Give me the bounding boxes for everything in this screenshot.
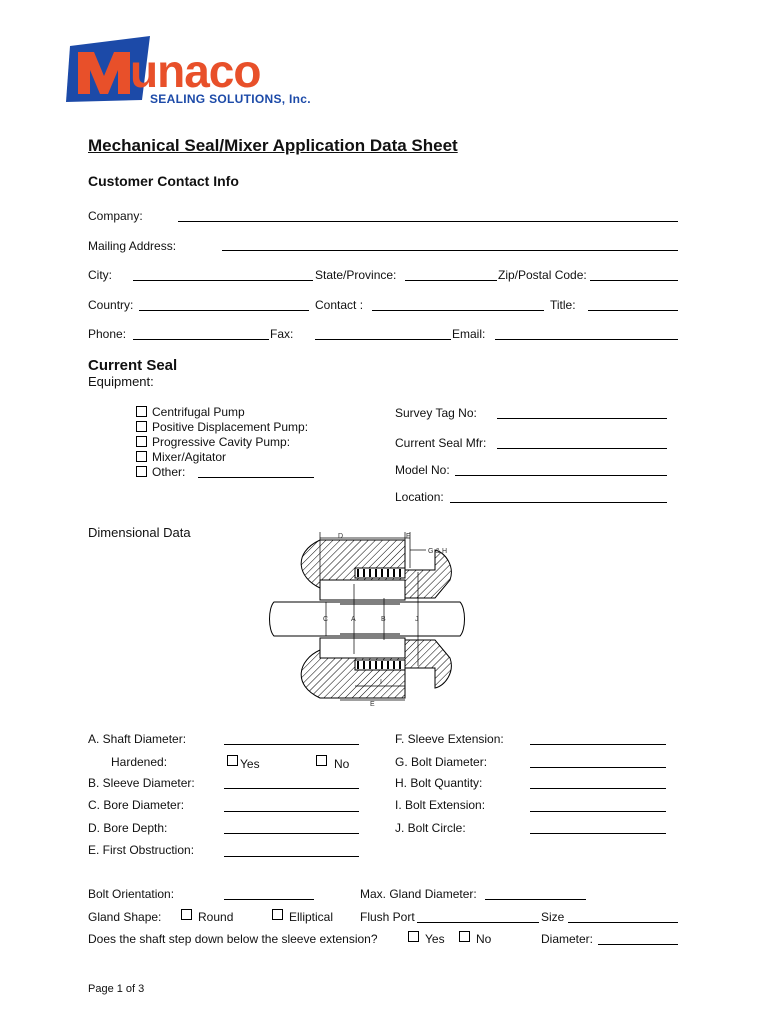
model-field[interactable] xyxy=(455,475,667,476)
diameter-field[interactable] xyxy=(598,944,678,945)
step-down-no-label: No xyxy=(476,932,492,946)
flush-port-field[interactable] xyxy=(417,922,539,923)
contact-field[interactable] xyxy=(372,310,544,311)
checkbox-centrifugal-pump[interactable] xyxy=(136,406,147,417)
country-label: Country: xyxy=(88,298,134,312)
svg-text:E: E xyxy=(370,701,375,708)
dimensional-heading: Dimensional Data xyxy=(88,525,191,540)
country-field[interactable] xyxy=(139,310,309,311)
first-obstruction-label: E. First Obstruction: xyxy=(88,843,195,857)
size-label: Size xyxy=(541,910,565,924)
bore-diameter-label: C. Bore Diameter: xyxy=(88,798,185,812)
step-down-no-checkbox[interactable] xyxy=(459,931,470,942)
location-field[interactable] xyxy=(450,502,667,503)
city-field[interactable] xyxy=(133,280,313,281)
company-field[interactable] xyxy=(178,221,678,222)
shaft-diameter-field[interactable] xyxy=(224,744,359,745)
hardened-yes-label: Yes xyxy=(240,757,260,771)
shaft-diameter-label: A. Shaft Diameter: xyxy=(88,732,187,746)
mailing-field[interactable] xyxy=(222,250,678,251)
option-other: Other: xyxy=(152,465,186,479)
svg-text:B: B xyxy=(381,616,386,623)
svg-text:I: I xyxy=(380,679,382,686)
option-progressive-cavity: Progressive Cavity Pump: xyxy=(152,435,291,449)
bolt-circle-label: J. Bolt Circle: xyxy=(395,821,466,835)
seal-mfr-field[interactable] xyxy=(497,448,667,449)
zip-field[interactable] xyxy=(590,280,678,281)
checkbox-mixer-agitator[interactable] xyxy=(136,451,147,462)
diameter-label: Diameter: xyxy=(541,932,594,946)
bolt-circle-field[interactable] xyxy=(530,833,666,834)
bolt-extension-field[interactable] xyxy=(530,811,666,812)
option-centrifugal-pump: Centrifugal Pump xyxy=(152,405,245,419)
zip-label: Zip/Postal Code: xyxy=(498,268,587,282)
company-label: Company: xyxy=(88,209,143,223)
bolt-extension-label: I. Bolt Extension: xyxy=(395,798,486,812)
hardened-no-checkbox[interactable] xyxy=(316,755,327,766)
mailing-label: Mailing Address: xyxy=(88,239,177,253)
hardened-no-label: No xyxy=(334,757,350,771)
phone-label: Phone: xyxy=(88,327,127,341)
bore-diameter-field[interactable] xyxy=(224,811,359,812)
contact-heading: Customer Contact Info xyxy=(88,173,239,189)
state-label: State/Province: xyxy=(315,268,397,282)
seal-dimension-diagram xyxy=(260,528,480,710)
bolt-quantity-label: H. Bolt Quantity: xyxy=(395,776,483,790)
gland-elliptical-label: Elliptical xyxy=(289,910,334,924)
gland-shape-label: Gland Shape: xyxy=(88,910,162,924)
bolt-orientation-label: Bolt Orientation: xyxy=(88,887,175,901)
option-positive-displacement: Positive Displacement Pump: xyxy=(152,420,309,434)
company-logo xyxy=(64,32,334,112)
bore-depth-field[interactable] xyxy=(224,833,359,834)
gland-elliptical-checkbox[interactable] xyxy=(272,909,283,920)
bolt-quantity-field[interactable] xyxy=(530,788,666,789)
first-obstruction-field[interactable] xyxy=(224,856,359,857)
svg-text:G & H: G & H xyxy=(428,548,448,555)
survey-tag-field[interactable] xyxy=(497,418,667,419)
svg-text:C: C xyxy=(323,616,329,623)
bore-depth-label: D. Bore Depth: xyxy=(88,821,168,835)
step-down-yes-checkbox[interactable] xyxy=(408,931,419,942)
page-number: Page 1 of 3 xyxy=(88,983,145,995)
phone-field[interactable] xyxy=(133,339,269,340)
contact-label: Contact : xyxy=(315,298,364,312)
logo-tagline: SEALING SOLUTIONS, Inc. xyxy=(150,92,311,106)
state-field[interactable] xyxy=(405,280,497,281)
survey-tag-label: Survey Tag No: xyxy=(395,406,477,420)
title-label: Title: xyxy=(550,298,576,312)
svg-text:F: F xyxy=(406,533,411,540)
sleeve-extension-label: F. Sleeve Extension: xyxy=(395,732,504,746)
logo-wordmark: unaco xyxy=(130,45,261,97)
svg-text:D: D xyxy=(338,533,344,540)
checkbox-progressive-cavity[interactable] xyxy=(136,436,147,447)
other-field[interactable] xyxy=(198,477,314,478)
sleeve-extension-field[interactable] xyxy=(530,744,666,745)
hardened-yes-checkbox[interactable] xyxy=(227,755,238,766)
bolt-diameter-label: G. Bolt Diameter: xyxy=(395,755,488,769)
sleeve-diameter-label: B. Sleeve Diameter: xyxy=(88,776,195,790)
equipment-label: Equipment: xyxy=(88,374,154,389)
title-field[interactable] xyxy=(588,310,678,311)
gland-round-label: Round xyxy=(198,910,234,924)
bolt-orientation-field[interactable] xyxy=(224,899,314,900)
city-label: City: xyxy=(88,268,112,282)
checkbox-positive-displacement[interactable] xyxy=(136,421,147,432)
fax-field[interactable] xyxy=(315,339,451,340)
option-mixer-agitator: Mixer/Agitator xyxy=(152,450,227,464)
max-gland-field[interactable] xyxy=(485,899,586,900)
fax-label: Fax: xyxy=(270,327,294,341)
flush-port-label: Flush Port xyxy=(360,910,415,924)
email-field[interactable] xyxy=(495,339,678,340)
svg-text:A: A xyxy=(351,616,356,623)
step-down-yes-label: Yes xyxy=(425,932,445,946)
email-label: Email: xyxy=(452,327,486,341)
size-field[interactable] xyxy=(568,922,678,923)
location-label: Location: xyxy=(395,490,444,504)
step-down-question: Does the shaft step down below the sleeve extension? xyxy=(88,932,378,946)
seal-mfr-label: Current Seal Mfr: xyxy=(395,436,487,450)
bolt-diameter-field[interactable] xyxy=(530,767,666,768)
checkbox-other[interactable] xyxy=(136,466,147,477)
svg-text:J: J xyxy=(415,616,419,623)
max-gland-label: Max. Gland Diameter: xyxy=(360,887,477,901)
gland-round-checkbox[interactable] xyxy=(181,909,192,920)
model-label: Model No: xyxy=(395,463,450,477)
sleeve-diameter-field[interactable] xyxy=(224,788,359,789)
hardened-label: Hardened: xyxy=(111,755,168,769)
current-seal-heading: Current Seal xyxy=(88,357,178,374)
page-title: Mechanical Seal/Mixer Application Data Sheet xyxy=(88,136,458,155)
